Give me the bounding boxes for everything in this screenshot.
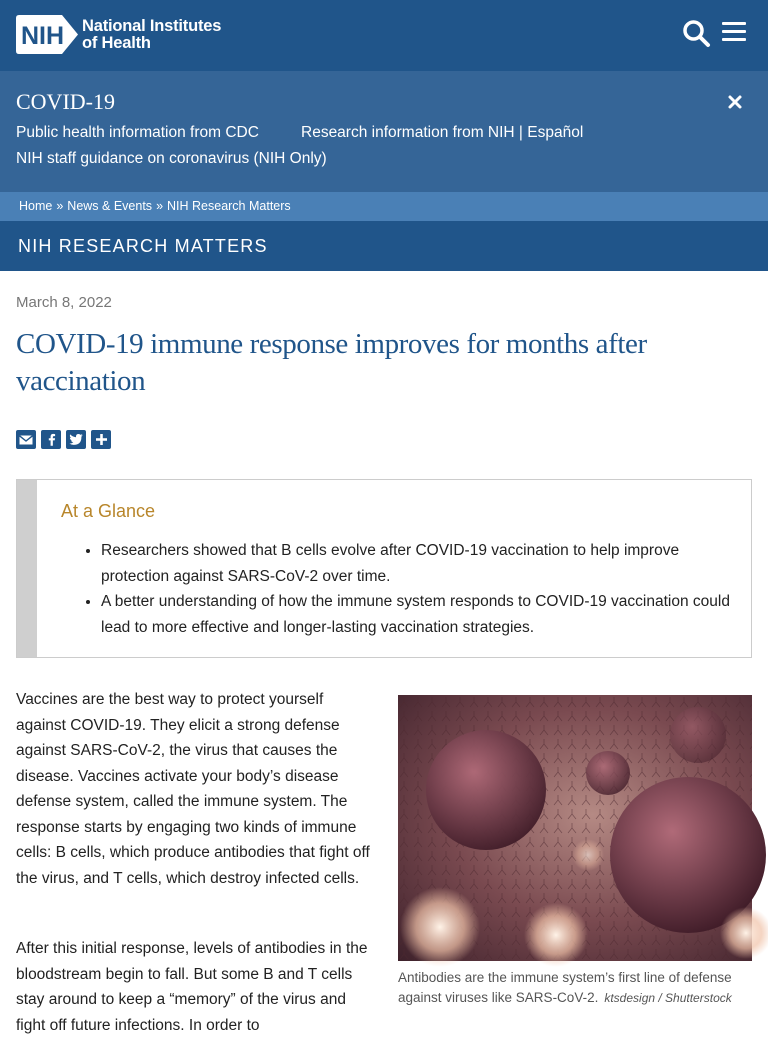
at-a-glance-box xyxy=(16,479,752,658)
site-header xyxy=(0,0,768,71)
twitter-icon[interactable] xyxy=(66,430,86,449)
figure-credit: ktsdesign / Shutterstock xyxy=(604,991,732,1005)
covid-link-cdc[interactable]: Public health information from CDC xyxy=(16,124,259,141)
logo-text xyxy=(82,18,221,52)
logo-mark-text: NIH xyxy=(21,22,65,50)
breadcrumb xyxy=(0,192,768,221)
logo-line1: National Institutes xyxy=(82,16,222,35)
glance-list xyxy=(101,538,731,640)
glance-accent-bar xyxy=(17,480,37,657)
covid-banner-title: COVID-19 xyxy=(16,89,115,114)
facebook-icon[interactable] xyxy=(41,430,61,449)
covid-link-nih-research[interactable]: Research information from NIH | Español xyxy=(301,124,584,141)
menu-icon[interactable] xyxy=(722,22,746,44)
article-date: March 8, 2022 xyxy=(16,294,112,311)
covid-banner xyxy=(0,71,768,192)
glance-item: • Researchers showed that B cells evolve after COVID-19 vaccination to help improve protection against SARS-CoV-2 over time. xyxy=(101,538,731,589)
close-icon[interactable] xyxy=(724,91,746,113)
logo-line2: of Health xyxy=(82,33,151,52)
plus-icon[interactable] xyxy=(91,430,111,449)
breadcrumb-news-events[interactable]: News & Events xyxy=(67,199,153,213)
section-title[interactable]: NIH RESEARCH MATTERS xyxy=(0,221,768,271)
figure-caption-text: Antibodies are the immune system’s first line of defense against viruses like SARS-CoV-2. xyxy=(398,970,732,1005)
breadcrumb-separator: » xyxy=(56,199,64,213)
virus-antibody-image xyxy=(398,695,752,961)
article-paragraph: After this initial response, levels of antibodies in the bloodstream begin to fall. But some B and T cells stay around to keep a “memory” of the virus and fight off future infections. In order to xyxy=(16,940,368,1034)
share-bar xyxy=(16,430,116,449)
covid-link-staff-guidance[interactable]: NIH staff guidance on coronavirus (NIH Only) xyxy=(16,150,327,167)
search-icon[interactable] xyxy=(682,19,710,47)
glance-item: • A better understanding of how the immune system responds to COVID-19 vaccination could lead to more effective and longer-lasting vaccination strategies. xyxy=(101,589,731,640)
article-paragraph: Vaccines are the best way to protect yourself against COVID-19. They elicit a strong defense against SARS-CoV-2, the virus that causes the disease. Vaccines activate your body’s disease defense system, called the immune system. The response starts by engaging two kinds of immune cells: B cells, which produce antibodies that fight off the virus, and T cells, which destroy infected cells. xyxy=(16,691,370,887)
glance-title: At a Glance xyxy=(61,501,156,521)
breadcrumb-home[interactable]: Home xyxy=(19,199,53,213)
breadcrumb-research-matters[interactable]: NIH Research Matters xyxy=(167,199,291,213)
nih-logo-mark xyxy=(16,15,78,54)
nih-logo[interactable] xyxy=(16,15,221,54)
figure-caption xyxy=(398,968,752,1008)
envelope-icon[interactable] xyxy=(16,430,36,449)
breadcrumb-separator: » xyxy=(156,199,164,213)
article-title: COVID-19 immune response improves for months after vaccination xyxy=(16,328,647,397)
